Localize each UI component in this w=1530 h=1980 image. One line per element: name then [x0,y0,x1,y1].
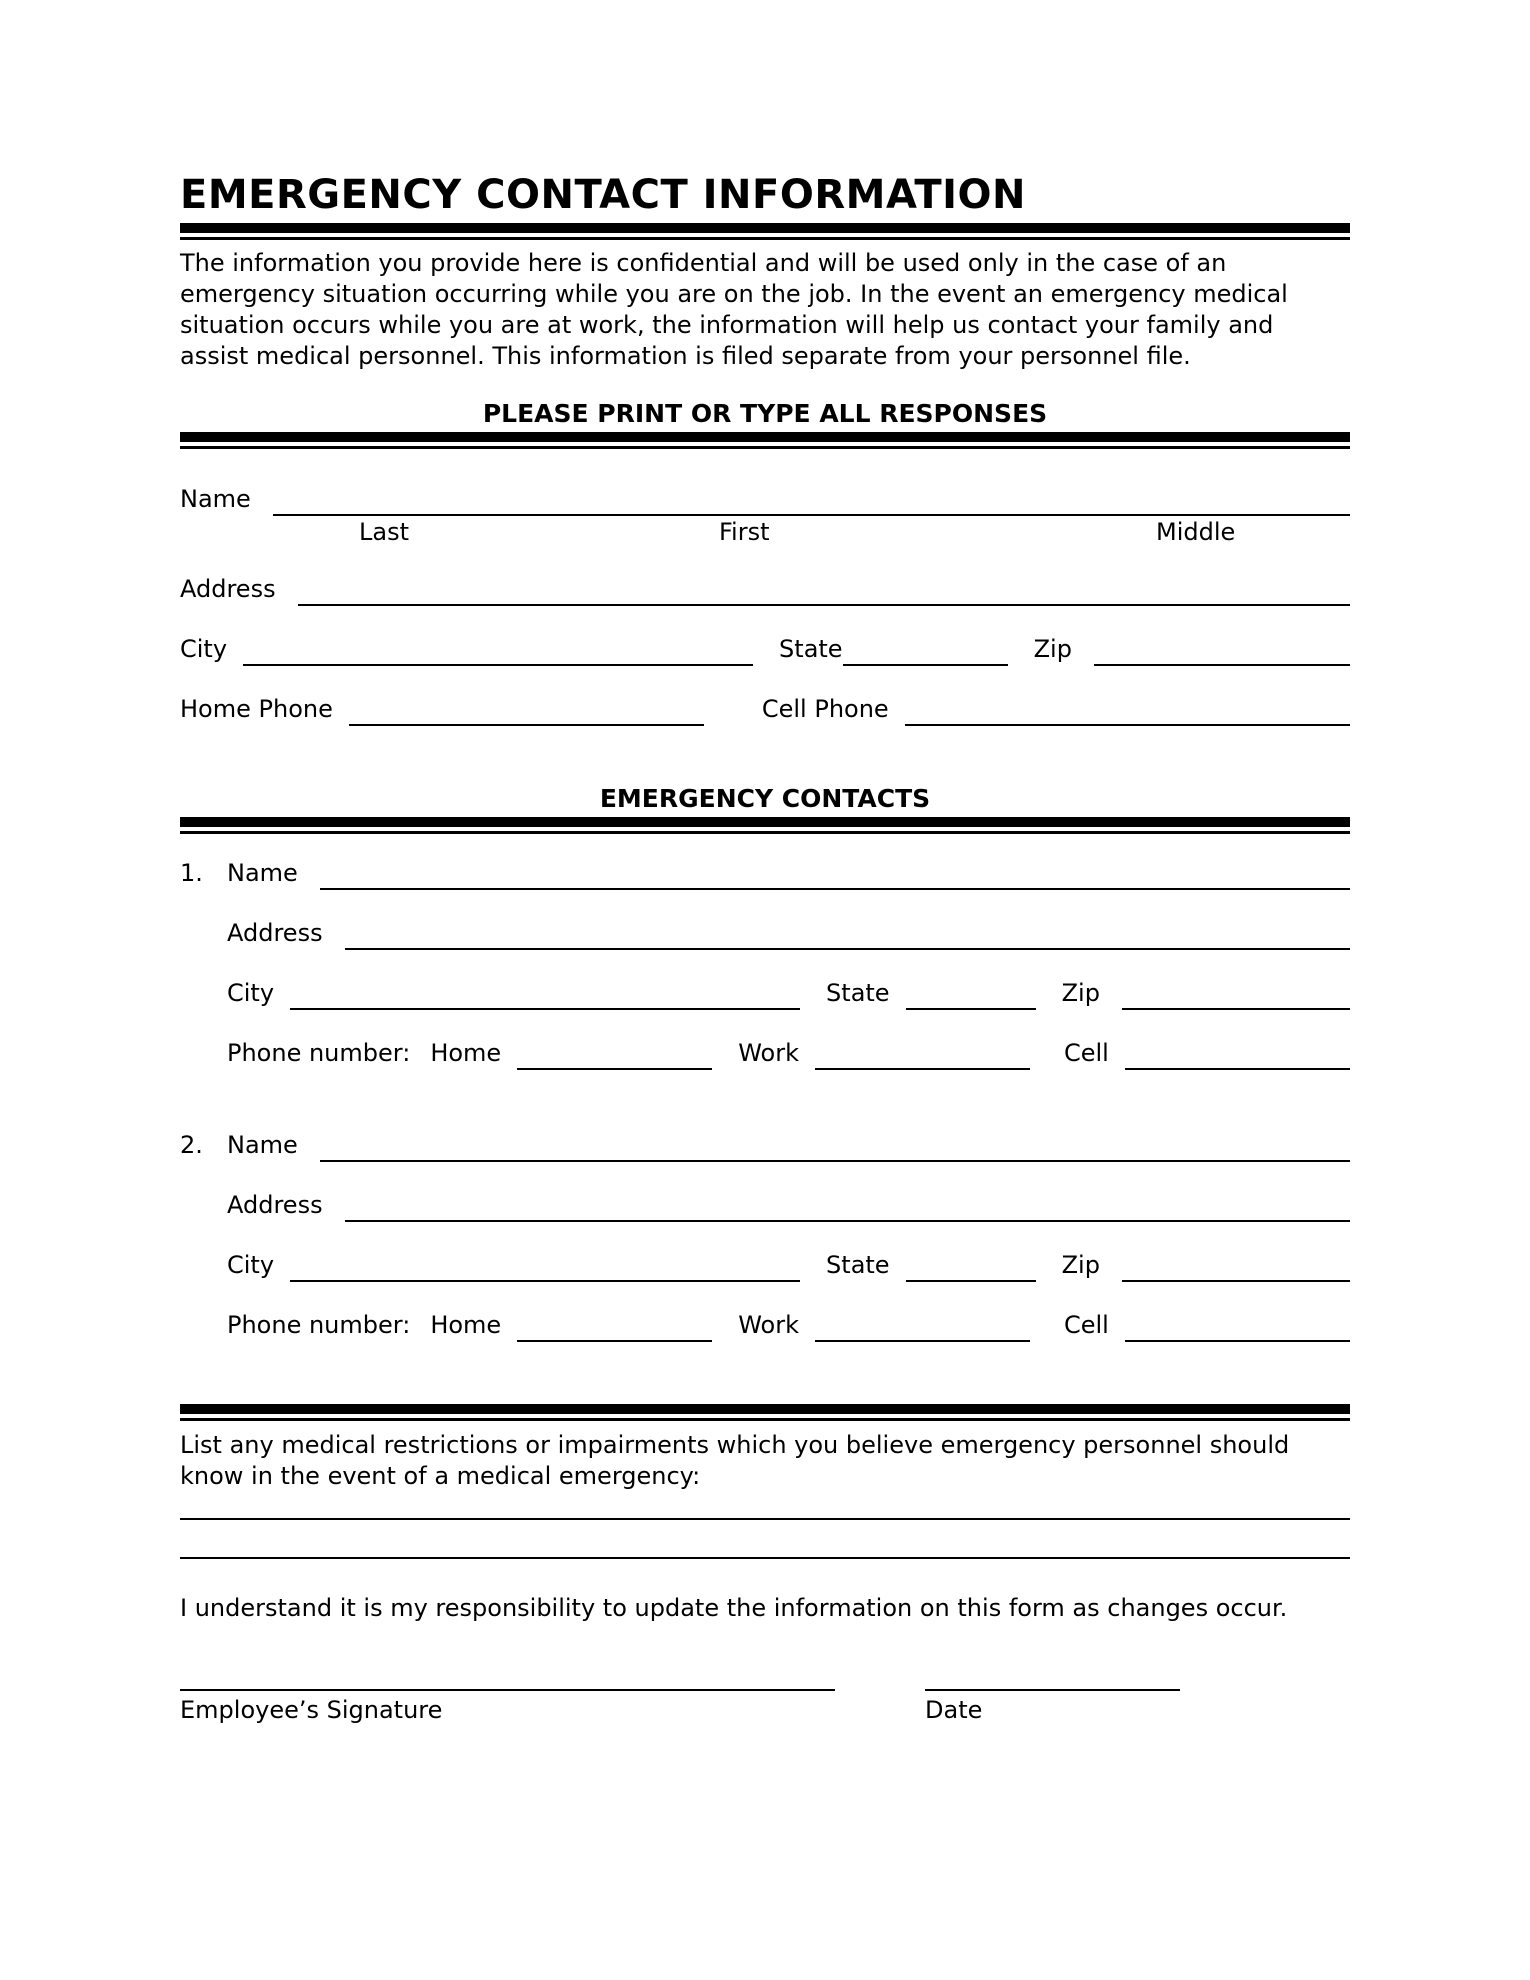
contact-name-row [180,1126,1350,1162]
contact-cell-label: Cell [1063,1311,1109,1339]
city-state-zip-row [180,630,1350,666]
title-rule [180,223,1350,240]
contact-state-label: State [826,1251,890,1279]
contact-city-row [180,1246,1350,1282]
contact-phone-label: Phone number: [227,1311,411,1339]
contact-name-line [320,888,1350,890]
contact-state-line [906,1008,1036,1010]
zip-line [1094,664,1350,666]
city-label: City [180,635,228,663]
date-line [925,1689,1180,1691]
contact-zip-line [1122,1280,1350,1282]
state-label: State [779,635,843,663]
contact-home-line [517,1340,712,1342]
contact-address-label: Address [227,1191,323,1219]
contact-phone-row [180,1306,1350,1342]
contact-address-row [180,1186,1350,1222]
contact-zip-label: Zip [1061,1251,1100,1279]
print-section-rule [180,432,1350,449]
contact-number: 1. [180,859,203,887]
medical-writein-line-2 [180,1557,1350,1559]
contact-work-label: Work [738,1039,799,1067]
date-label: Date [925,1696,983,1724]
contact-city-row [180,974,1350,1010]
contact-cell-line [1125,1340,1350,1342]
contact-work-label: Work [738,1311,799,1339]
acknowledgement-text: I understand it is my responsibility to update the information on this form as changes occur. [180,1594,1288,1622]
sublabel-middle: Middle [1156,518,1236,546]
intro-text: The information you provide here is confidential and will be used only in the case of an emergency situation occurring while you are on the job. In the event an emergency medical situation occurs while you are at work, the information will help us contact your family and assist medical personnel. This information is filed separate from your personnel file. [180,249,1288,370]
state-line [843,664,1008,666]
contact-phone-row [180,1034,1350,1070]
signature-row [180,1679,1350,1691]
contact-zip-label: Zip [1061,979,1100,1007]
contact-address-label: Address [227,919,323,947]
contact-phone-label: Phone number: [227,1039,411,1067]
sublabel-first: First [719,518,770,546]
name-row [180,480,1350,516]
contact-name-label: Name [227,859,298,887]
contact-address-line [345,948,1350,950]
contact-address-row [180,914,1350,950]
contact-city-label: City [227,1251,275,1279]
signature-labels-row [180,1695,1350,1725]
contact-city-line [290,1008,800,1010]
contact-city-line [290,1280,800,1282]
address-label: Address [180,575,276,603]
contact-home-label: Home [430,1311,502,1339]
section-heading-contacts: EMERGENCY CONTACTS [599,784,931,813]
contact-cell-label: Cell [1063,1039,1109,1067]
address-line [298,604,1350,606]
sublabel-last: Last [359,518,409,546]
contact-city-label: City [227,979,275,1007]
contact-zip-line [1122,1008,1350,1010]
home-phone-label: Home Phone [180,695,333,723]
name-label: Name [180,485,251,513]
city-line [243,664,753,666]
home-phone-line [349,724,704,726]
contact-name-row [180,854,1350,890]
contact-cell-line [1125,1068,1350,1070]
phones-row [180,690,1350,726]
address-row [180,570,1350,606]
page-title: EMERGENCY CONTACT INFORMATION [180,172,1026,218]
medical-instructions: List any medical restrictions or impairments which you believe emergency personnel should know in the event of a medical emergency: [180,1431,1290,1490]
contact-work-line [815,1068,1030,1070]
contacts-section-rule [180,817,1350,834]
contact-name-line [320,1160,1350,1162]
contact-address-line [345,1220,1350,1222]
contact-state-label: State [826,979,890,1007]
contact-2-block [180,1126,1350,1342]
cell-phone-label: Cell Phone [761,695,889,723]
name-sublabels [180,516,1350,545]
contact-home-label: Home [430,1039,502,1067]
contact-state-line [906,1280,1036,1282]
zip-label: Zip [1033,635,1072,663]
signature-label: Employee’s Signature [180,1696,443,1724]
contact-work-line [815,1340,1030,1342]
section-heading-print: PLEASE PRINT OR TYPE ALL RESPONSES [482,399,1048,428]
contact-home-line [517,1068,712,1070]
contact-name-label: Name [227,1131,298,1159]
contact-number: 2. [180,1131,203,1159]
signature-line [180,1689,835,1691]
cell-phone-line [905,724,1350,726]
contact-1-block [180,854,1350,1070]
medical-writein-line-1 [180,1518,1350,1520]
footer-divider-rule [180,1404,1350,1421]
